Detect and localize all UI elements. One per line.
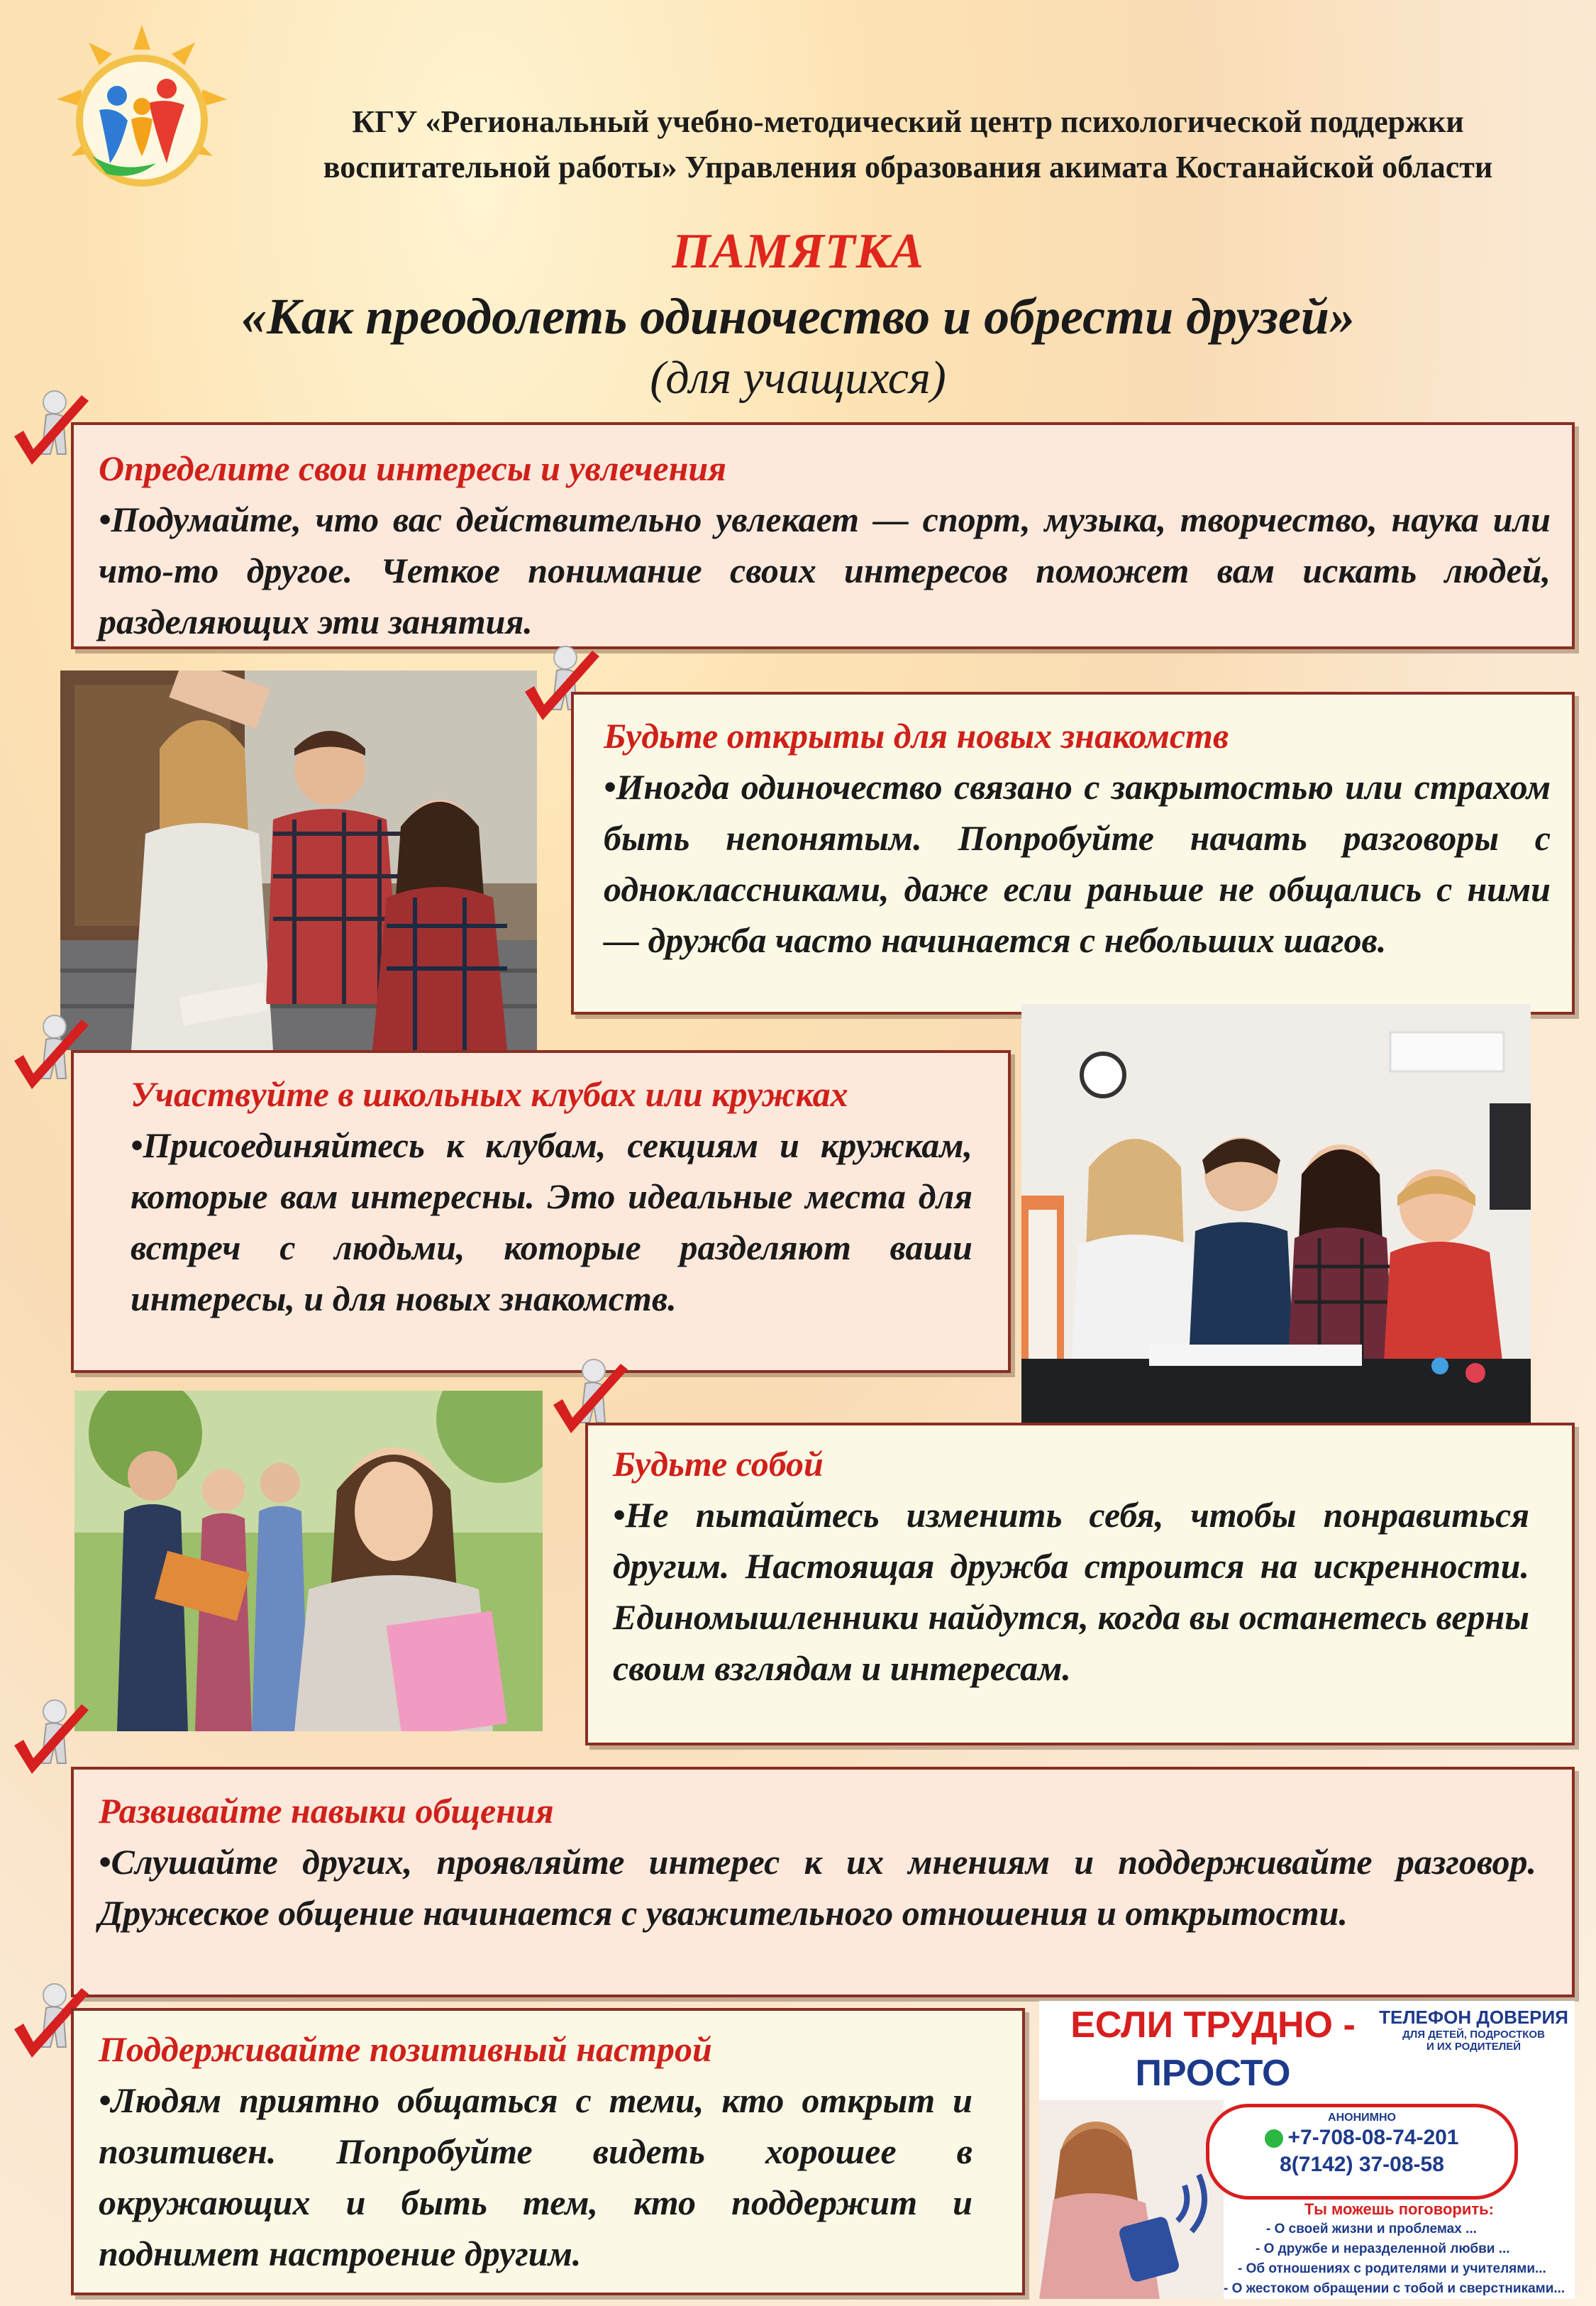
- audience-label: (для учащихся): [650, 352, 946, 404]
- hotline-label: ТЕЛЕФОН ДОВЕРИЯ: [1379, 2007, 1568, 2028]
- hotline-audience-line1: ДЛЯ ДЕТЕЙ, ПОДРОСТКОВ: [1402, 2029, 1545, 2041]
- organization-name-line2: воспитательной работы» Управления образования акимата Костанайской области: [323, 150, 1493, 184]
- photo-students-at-table: [1021, 1004, 1531, 1428]
- hotline-talk-heading: Ты можешь поговорить:: [1304, 2200, 1494, 2218]
- tip-card-open: [571, 692, 1575, 1015]
- tip-heading: Развивайте навыки общения: [99, 1791, 554, 1831]
- hotline-phone-mobile[interactable]: +7-708-08-74-201: [1287, 2126, 1459, 2149]
- hotline-topic: - О дружбе и неразделенной любви ...: [1256, 2241, 1510, 2256]
- organization-name: [234, 99, 1582, 190]
- tip-heading: Будьте собой: [613, 1444, 824, 1484]
- hotline-topic: - Об отношениях с родителями и учителями...: [1238, 2261, 1546, 2276]
- whatsapp-icon: [1265, 2129, 1283, 2148]
- tip-text: •Присоединяйтесь к клубам, секциям и кружкам, которые вам интересны. Это идеальные места для встреч с людьми, которые разделяют ваши интересы, и для новых знакомств.: [131, 1125, 972, 1318]
- tip-heading: Определите свои интересы и увлечения: [99, 448, 726, 488]
- organization-name-line1: КГУ «Региональный учебно-методический центр психологической поддержки: [352, 104, 1464, 139]
- tip-card-interests: [71, 422, 1575, 649]
- hotline-topic: - О жестоком обращении с тобой и сверстниками...: [1224, 2281, 1565, 2296]
- child-photo: [1039, 2100, 1224, 2299]
- tip-text: •Слушайте других, проявляйте интерес к их мнениям и поддерживайте разговор. Дружеское общение начинается с уважительного отношения и открытости.: [99, 1842, 1536, 1933]
- tip-card-clubs: [71, 1050, 1011, 1373]
- tip-card-be-yourself: [585, 1423, 1575, 1745]
- tip-text: •Подумайте, что вас действительно увлекает — спорт, музыка, творчество, наука или что-то другое. Четкое понимание своих интересов поможет вам искать людей, разделяющих эти занятия.: [99, 500, 1551, 641]
- organization-logo: [50, 21, 234, 206]
- tip-heading: Поддерживайте позитивный настрой: [99, 2029, 712, 2069]
- phone-bubble: [1206, 2104, 1518, 2200]
- hotline-phone-landline[interactable]: 8(7142) 37-08-58: [1280, 2153, 1444, 2176]
- tip-heading: Будьте открыты для новых знакомств: [604, 716, 1229, 756]
- hotline-banner: [1039, 2001, 1575, 2299]
- hotline-audience-line2: И ИХ РОДИТЕЛЕЙ: [1426, 2041, 1522, 2053]
- tip-card-communication: [71, 1767, 1575, 1997]
- tip-text: •Людям приятно общаться с теми, кто открыт и позитивен. Попробуйте видеть хорошее в окружающих и быть тем, кто поддержит и поднимет настроение другим.: [99, 2080, 972, 2273]
- hotline-slogan-line2: ПРОСТО: [1135, 2053, 1291, 2094]
- photo-student-with-folder: [74, 1391, 543, 1731]
- tip-text: •Не пытайтесь изменить себя, чтобы понравиться другим. Настоящая дружба строится на искренности. Единомышленники найдутся, когда вы останетесь верны своим взглядам и интересам.: [613, 1495, 1529, 1688]
- people-sun-logo-icon: [50, 21, 234, 206]
- tip-card-positive: [71, 2008, 1025, 2295]
- hotline-topic: - О своей жизни и проблемах ...: [1266, 2222, 1477, 2236]
- page-subtitle: «Как преодолеть одиночество и обрести друзей»: [241, 288, 1355, 345]
- hotline-anon-label: АНОНИМНО: [1328, 2112, 1396, 2124]
- photo-friends-highfive: [60, 671, 537, 1050]
- page-title: ПАМЯТКА: [672, 224, 924, 279]
- hotline-slogan-line1: ЕСЛИ ТРУДНО -: [1070, 2004, 1356, 2046]
- tip-heading: Участвуйте в школьных клубах или кружках: [131, 1074, 848, 1114]
- tip-text: •Иногда одиночество связано с закрытостью или страхом быть непонятым. Попробуйте начать разговоры с одноклассниками, даже если раньше не общались с ними — дружба часто начинается с небольших шагов.: [604, 767, 1551, 960]
